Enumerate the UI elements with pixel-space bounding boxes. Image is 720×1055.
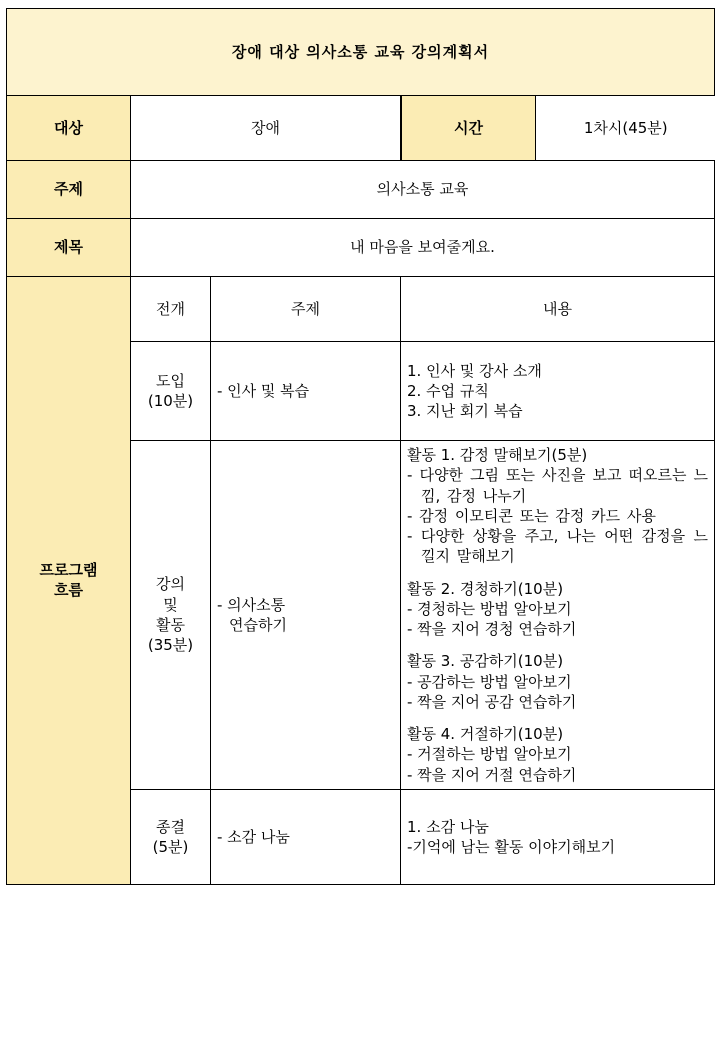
label-subject: 주제 bbox=[7, 161, 131, 219]
content-line: 2. 수업 규칙 bbox=[407, 381, 489, 400]
label-target: 대상 bbox=[7, 96, 131, 161]
value-time: 1차시(45분) bbox=[536, 96, 716, 160]
topic-closing: - 소감 나눔 bbox=[211, 789, 401, 884]
activity-heading: 활동 2. 경청하기(10분) bbox=[407, 579, 564, 598]
topic-activity-line1: - 의사소통 bbox=[217, 595, 286, 614]
content-line: 1. 인사 및 강사 소개 bbox=[407, 361, 542, 380]
info-row-subject bbox=[7, 161, 715, 219]
activity-line: - 경청하는 방법 알아보기 bbox=[407, 599, 572, 618]
topic-activity-line2: 연습하기 bbox=[229, 615, 287, 634]
activity-line: - 짝을 지어 공감 연습하기 bbox=[407, 692, 577, 711]
stage-intro-line1: 도입 bbox=[156, 371, 185, 390]
value-lesson-title: 내 마음을 보여줄게요. bbox=[131, 219, 715, 277]
stage-activity bbox=[131, 441, 211, 790]
title-row bbox=[7, 9, 715, 96]
value-target: 장애 bbox=[131, 96, 401, 161]
stage-closing-line1: 종결 bbox=[156, 817, 185, 836]
info-row-target-time bbox=[7, 96, 715, 161]
stage-closing bbox=[131, 789, 211, 884]
page-title: 장애 대상 의사소통 교육 강의계획서 bbox=[7, 9, 715, 96]
activity-block-4 bbox=[407, 724, 708, 785]
stage-activity-line1: 강의 bbox=[156, 575, 185, 594]
activity-block-3 bbox=[407, 651, 708, 712]
stage-activity-line3: 활동 bbox=[156, 615, 185, 634]
header-stage: 전개 bbox=[131, 277, 211, 342]
topic-intro: - 인사 및 복습 bbox=[211, 342, 401, 441]
stage-activity-line2: 및 bbox=[163, 595, 178, 614]
value-subject: 의사소통 교육 bbox=[131, 161, 715, 219]
activity-block-1 bbox=[407, 445, 708, 567]
activity-line: - 감정 이모티콘 또는 감정 카드 사용 bbox=[407, 506, 656, 525]
activity-line: - 다양한 상황을 주고, 나는 어떤 감정을 느낄지 말해보기 bbox=[407, 527, 708, 566]
activity-block-2 bbox=[407, 579, 708, 640]
stage-closing-line2: (5분) bbox=[152, 837, 189, 856]
flow-header-row bbox=[7, 277, 715, 342]
activity-heading: 활동 3. 공감하기(10분) bbox=[407, 652, 564, 671]
stage-intro-line2: (10분) bbox=[147, 392, 194, 410]
activity-line: - 거절하는 방법 알아보기 bbox=[407, 745, 572, 764]
content-intro bbox=[401, 342, 715, 441]
lesson-plan-table bbox=[6, 8, 715, 885]
info-row-lesson-title bbox=[7, 219, 715, 277]
content-line: -기억에 남는 활동 이야기해보기 bbox=[407, 837, 616, 856]
content-line: 3. 지난 회기 복습 bbox=[407, 402, 523, 421]
header-content: 내용 bbox=[401, 277, 715, 342]
stage-intro bbox=[131, 342, 211, 441]
activity-line: - 짝을 지어 경청 연습하기 bbox=[407, 620, 577, 638]
label-lesson-title: 제목 bbox=[7, 219, 131, 277]
header-topic: 주제 bbox=[211, 277, 401, 342]
content-closing bbox=[401, 789, 715, 884]
flow-label-line1: 프로그램 bbox=[39, 561, 98, 580]
topic-activity bbox=[211, 441, 401, 790]
activity-heading: 활동 1. 감정 말해보기(5분) bbox=[407, 446, 588, 464]
content-line: 1. 소감 나눔 bbox=[407, 817, 489, 836]
activity-line: - 다양한 그림 또는 사진을 보고 떠오르는 느낌, 감정 나누기 bbox=[407, 466, 708, 505]
stage-activity-line4: (35분) bbox=[147, 636, 194, 655]
activity-heading: 활동 4. 거절하기(10분) bbox=[407, 725, 564, 743]
flow-label bbox=[7, 277, 131, 885]
flow-label-line2: 흐름 bbox=[54, 581, 83, 600]
label-time: 시간 bbox=[402, 96, 536, 160]
activity-line: - 짝을 지어 거절 연습하기 bbox=[407, 765, 577, 784]
activity-line: - 공감하는 방법 알아보기 bbox=[407, 672, 572, 691]
content-activity bbox=[401, 441, 715, 790]
